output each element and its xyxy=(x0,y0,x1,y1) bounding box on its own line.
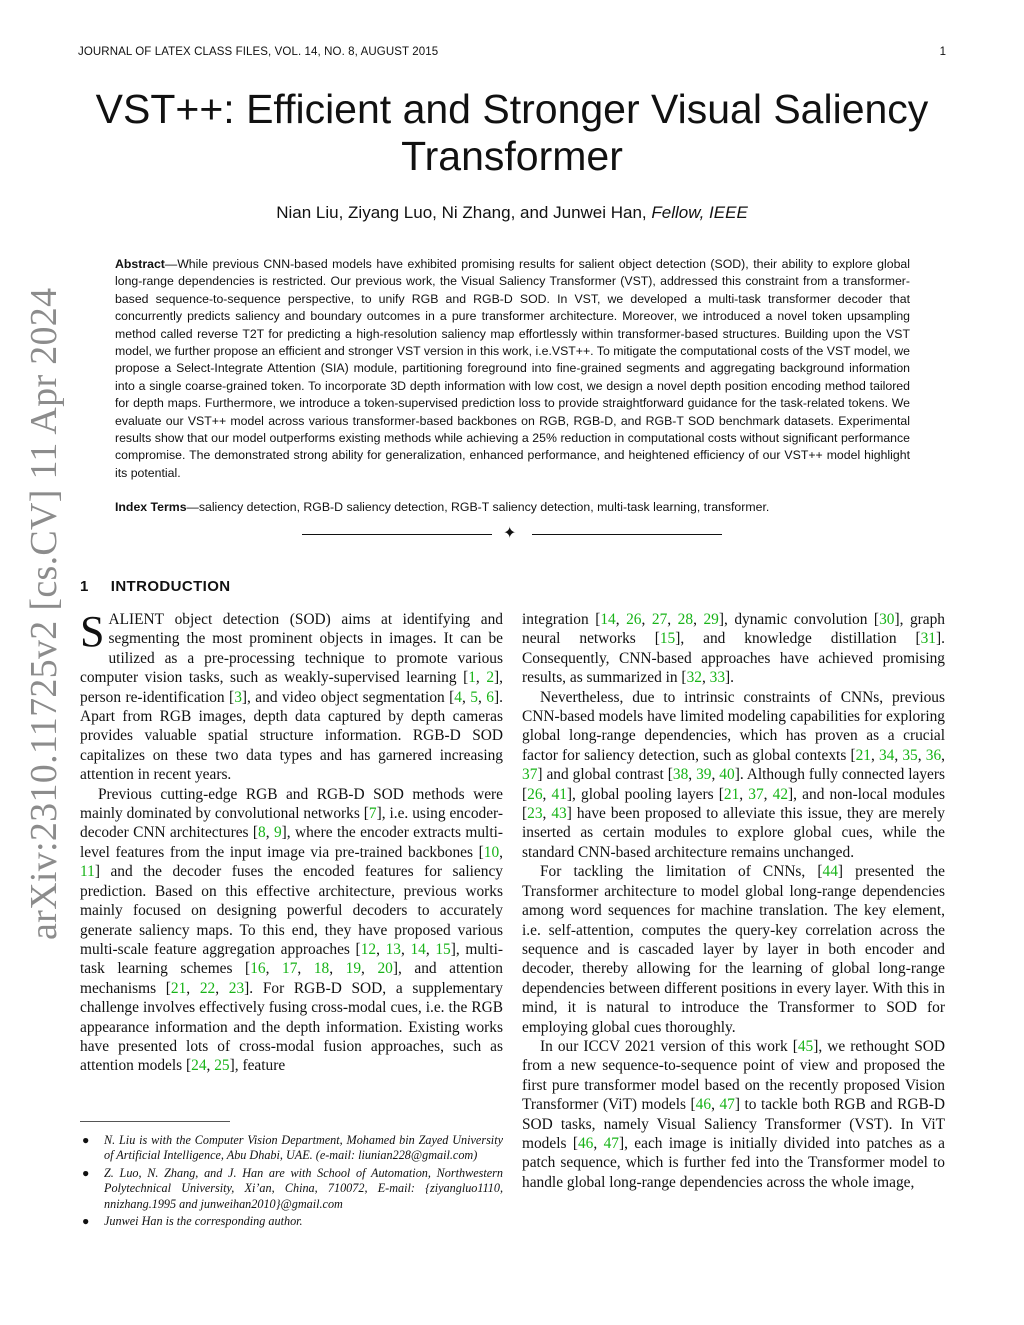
author-fellow-title: Fellow, IEEE xyxy=(651,203,748,222)
paragraph: For tackling the limitation of CNNs, [44] presented the Transformer architecture to model global long-range dependencies among word sequences for machine translation. The key element, i.e. self-attention, computes the query-key correlation across the sequence and is cascaded layer by layer in both encoder and decoder, thereby allowing for the learning of global long-range dependencies between different positions in every layer. With this in mind, it is natural to introduce the Transformer to SOD for employing global cues thoroughly. xyxy=(522,863,945,1036)
section-number: 1 xyxy=(80,578,89,595)
citation-link[interactable]: 40 xyxy=(719,766,735,784)
bullet-icon: ● xyxy=(82,1133,90,1147)
right-column xyxy=(522,610,945,1192)
divider-line-right xyxy=(532,534,722,535)
citation-link[interactable]: 21 xyxy=(723,785,740,803)
section-heading xyxy=(80,578,231,595)
citation-link[interactable]: 33 xyxy=(709,669,726,687)
citation-link[interactable]: 21 xyxy=(855,746,871,764)
citation-link[interactable]: 16 xyxy=(250,960,266,978)
citation-link[interactable]: 44 xyxy=(822,863,838,881)
citation-link[interactable]: 32 xyxy=(686,669,702,687)
citation-link[interactable]: 18 xyxy=(313,960,330,978)
citation-link[interactable]: 4 xyxy=(454,688,462,706)
paragraph: integration [14, 26, 27, 28, 29], dynamic convolution [30], graph neural networks [15], and knowledge distillation [31]. Consequently, CNN-based approaches have achieved promising results, as summarized in [32, 33]. xyxy=(522,611,945,687)
citation-link[interactable]: 26 xyxy=(527,785,543,803)
citation-link[interactable]: 22 xyxy=(199,979,216,997)
citation-link[interactable]: 13 xyxy=(385,940,401,958)
footnote: ● Junwei Han is the corresponding author. xyxy=(82,1214,303,1229)
citation-link[interactable]: 19 xyxy=(345,960,362,978)
citation-link[interactable]: 43 xyxy=(551,805,567,823)
citation-link[interactable]: 30 xyxy=(879,611,895,628)
citation-link[interactable]: 23 xyxy=(527,805,543,823)
author-names: Nian Liu, Ziyang Luo, Ni Zhang, and Junwei Han, xyxy=(276,203,647,222)
divider-line-left xyxy=(302,534,492,535)
citation-link[interactable]: 21 xyxy=(170,979,187,997)
paragraph: Nevertheless, due to intrinsic constraints of CNNs, previous CNN-based models have limited modeling capabilities for exploring global long-range dependencies, which has proven as a crucial factor for saliency detection, such as global contexts [21, 34, 35, 36, 37] and global contrast [38, 39, 40]. Although fully connected layers [26, 41], global pooling layers [21, 37, 42], and non-local modules [23, 43] have been proposed to alleviate this issue, they are merely inserted as certain modules to explore global cues, while the standard CNN-based architecture remains unchanged. xyxy=(522,688,945,861)
citation-link[interactable]: 42 xyxy=(772,785,789,803)
footnote-rule xyxy=(80,1121,230,1122)
abstract-label: Abstract xyxy=(115,257,165,271)
citation-link[interactable]: 35 xyxy=(902,746,918,764)
citation-link[interactable]: 10 xyxy=(483,843,500,861)
left-column xyxy=(80,607,504,1076)
citation-link[interactable]: 37 xyxy=(522,766,538,784)
citation-link[interactable]: 15 xyxy=(659,630,676,648)
citation-link[interactable]: 17 xyxy=(282,960,298,978)
citation-link[interactable]: 20 xyxy=(377,960,393,978)
citation-link[interactable]: 28 xyxy=(677,611,694,628)
section-title: INTRODUCTION xyxy=(110,578,231,595)
page-number: 1 xyxy=(939,46,946,58)
index-terms-text: —saliency detection, RGB-D saliency detection, RGB-T saliency detection, multi-task learning, transformer. xyxy=(186,500,770,514)
citation-link[interactable]: 47 xyxy=(603,1134,619,1152)
citation-link[interactable]: 37 xyxy=(748,785,764,803)
citation-link[interactable]: 14 xyxy=(410,940,426,958)
paragraph: Previous cutting-edge RGB and RGB-D SOD methods were mainly dominated by convolutional networks [7], i.e. using encoder-decoder CNN architectures [8, 9], where the encoder extracts multi-level features from the input image via pre-trained backbones [10, 11] and the decoder fuses the encoded features for saliency prediction. Based on this effective architecture, previous works mainly focused on designing powerful decoders to accurately generate saliency maps. To this end, they have proposed various multi-scale feature aggregation approaches [12, 13, 14, 15], multi-task learning schemes [16, 17, 18, 19, 20], and attention mechanisms [21, 22, 23]. For RGB-D SOD, a supplementary challenge involves effectively fusing cross-modal cues, i.e. the RGB appearance information and the depth information. Existing works have presented lots of cross-modal fusion approaches, such as attention models [24, 25], feature xyxy=(80,785,504,1075)
citation-link[interactable]: 45 xyxy=(797,1037,814,1055)
author-list xyxy=(90,203,934,223)
citation-link[interactable]: 47 xyxy=(719,1096,735,1114)
citation-link[interactable]: 26 xyxy=(626,611,642,628)
citation-link[interactable]: 9 xyxy=(273,824,282,842)
citation-link[interactable]: 34 xyxy=(878,746,895,764)
citation-link[interactable]: 41 xyxy=(551,785,567,803)
footnote: ● N. Liu is with the Computer Vision Department, Mohamed bin Zayed University of Artificial Intelligence, Abu Dhabi, UAE. (e-mail: liunian228@gmail.com) xyxy=(82,1133,503,1163)
divider-diamond-icon: ✦ xyxy=(503,525,517,542)
paragraph: In our ICCV 2021 version of this work [45], we rethought SOD from a new sequence-to-sequence point of view and proposed the first pure transformer model based on the recently proposed Vision Transformer (ViT) models [46, 47] to tackle both RGB and RGB-D SOD tasks, namely Visual Saliency Transformer (VST). In ViT models [46, 47], each image is initially divided into patches as a patch sequence, which is further fed into the Transformer model to handle global long-range dependencies across the whole image, xyxy=(522,1037,946,1191)
paper-title: VST++: Efficient and Stronger Visual Saliency Transformer xyxy=(95,86,929,179)
citation-link[interactable]: 39 xyxy=(696,766,712,784)
citation-link[interactable]: 2 xyxy=(486,669,495,687)
citation-link[interactable]: 27 xyxy=(651,611,668,628)
citation-link[interactable]: 6 xyxy=(486,688,494,706)
citation-link[interactable]: 36 xyxy=(925,746,942,764)
citation-link[interactable]: 24 xyxy=(191,1057,207,1075)
citation-link[interactable]: 29 xyxy=(703,611,719,628)
citation-link[interactable]: 8 xyxy=(258,824,266,842)
citation-link[interactable]: 14 xyxy=(600,611,616,628)
index-terms xyxy=(115,499,910,516)
arxiv-identifier: arXiv:2310.11725v2 [cs.CV] 11 Apr 2024 xyxy=(23,287,65,940)
citation-link[interactable]: 46 xyxy=(577,1134,594,1152)
abstract xyxy=(115,256,910,482)
running-header: JOURNAL OF LATEX CLASS FILES, VOL. 14, NO. 8, AUGUST 2015 xyxy=(78,46,439,58)
footnotes xyxy=(80,1133,503,1231)
citation-link[interactable]: 11 xyxy=(80,863,95,881)
drop-cap: S xyxy=(80,607,105,656)
bullet-icon: ● xyxy=(82,1165,90,1180)
bullet-icon: ● xyxy=(82,1214,90,1229)
paragraph: SALIENT object detection (SOD) aims at identifying and segmenting the most prominent objects in images. It can be utilized as a pre-processing technique to promote various computer vision tasks, such as weakly-supervised learning [1, 2], person re-identification [3], and video object segmentation [4, 5, 6]. Apart from RGB images, depth data captured by depth cameras provides valuable spatial structure information. RGB-D SOD capitalizes on these two data types and has garnered increasing attention in recent years. xyxy=(80,607,503,784)
abstract-text: —While previous CNN-based models have exhibited promising results for salient object detection (SOD), their ability to explore global long-range dependencies is restricted. Our previous work, the Visual Saliency Transformer (VST), addressed this constraint from a transformer-based sequence-to-sequence perspective, to unify RGB and RGB-D SOD. In VST, we developed a multi-task transformer decoder that concurrently predicts saliency and boundary outcomes in a pure transformer architecture. Moreover, we introduced a novel token upsampling method called reverse T2T for predicting a high-resolution saliency map effortlessly within transformer-based structures. Building upon the VST model, we further propose an efficient and stronger VST version in this work, i.e.VST++. To mitigate the computational costs of the VST model, we propose a Select-Integrate Attention (SIA) module, partitioning foreground into fine-grained segments and aggregating background information into a single coarse-grained token. To incorporate 3D depth information with low cost, we design a novel depth position encoding method tailored for depth maps. Furthermore, we introduce a token-supervised prediction loss to provide straightforward guidance for the task-related tokens. We evaluate our VST++ model across various transformer-based backbones on RGB, RGB-D, and RGB-T SOD benchmark datasets. Experimental results show that our model outperforms existing methods while achieving a 25% reduction in computational costs without significant performance compromise. The demonstrated strong ability for generalization, enhanced performance, and heightened efficiency of our VST++ model highlight its potential. xyxy=(115,257,910,480)
section-divider xyxy=(302,525,722,545)
citation-link[interactable]: 5 xyxy=(470,688,478,706)
citation-link[interactable]: 38 xyxy=(672,766,689,784)
citation-link[interactable]: 3 xyxy=(234,688,242,706)
citation-link[interactable]: 31 xyxy=(920,630,936,648)
citation-link[interactable]: 7 xyxy=(368,805,377,823)
citation-link[interactable]: 46 xyxy=(695,1096,712,1114)
citation-link[interactable]: 1 xyxy=(468,669,476,687)
index-terms-label: Index Terms xyxy=(115,500,187,514)
citation-link[interactable]: 23 xyxy=(228,979,245,997)
citation-link[interactable]: 25 xyxy=(214,1057,230,1075)
citation-link[interactable]: 15 xyxy=(435,940,451,958)
footnote: ● Z. Luo, N. Zhang, and J. Han are with School of Automation, Northwestern Polytechnical University, Xi’an, China, 710072, E-mail: {ziyangluo1110, nnizhang.1995 and junweihan2010}@gmail.com xyxy=(82,1165,503,1211)
citation-link[interactable]: 12 xyxy=(360,940,377,958)
